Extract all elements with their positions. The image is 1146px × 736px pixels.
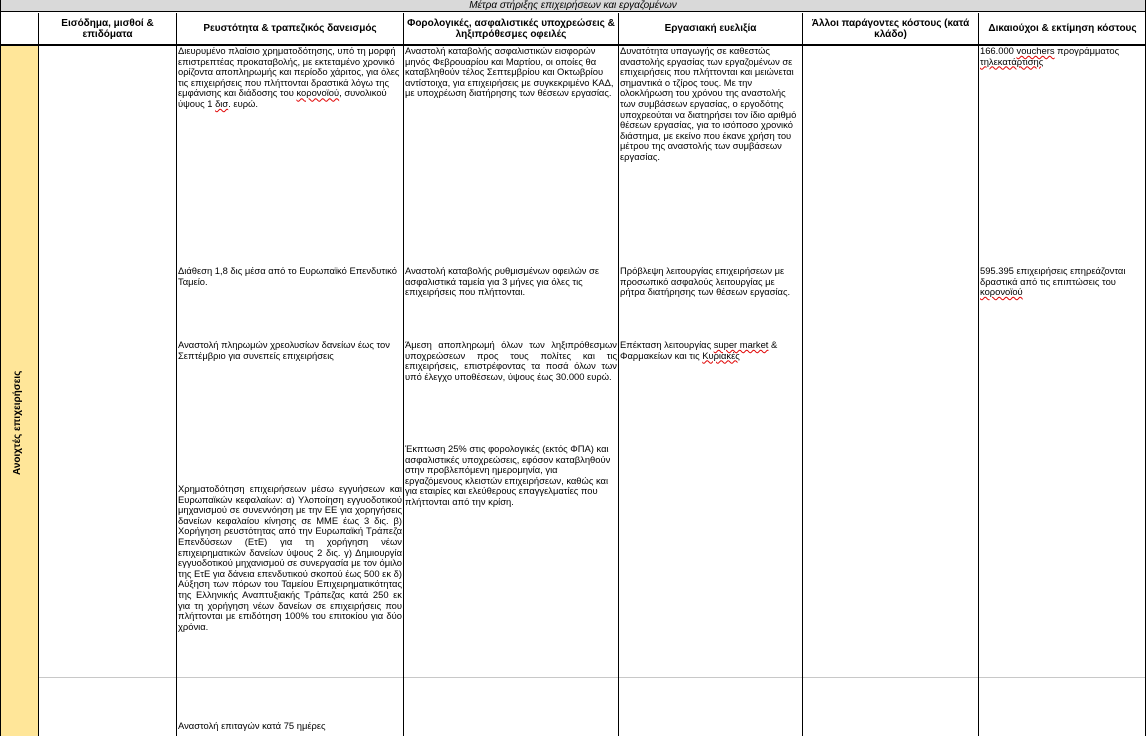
liquidity-measure-2: Διάθεση 1,8 δις μέσα από το Ευρωπαϊκό Επενδυτικό Ταμείο. <box>178 265 397 287</box>
row-divider <box>39 677 1146 678</box>
header-other: Άλλοι παράγοντες κόστους (κατά κλάδο) <box>811 17 970 40</box>
labour-measure-2: Πρόβλεψη λειτουργίας επιχειρήσεων με προσωπικό ασφαλούς λειτουργίας με ρήτρα διατήρησης των θέσεων εργασίας. <box>620 265 791 298</box>
labour-measure-3: Επέκταση λειτουργίας super market & Φαρμακείων και τις Κυριακές <box>620 339 778 361</box>
grid-line <box>802 13 803 736</box>
header-tax: Φορολογικές, ασφαλιστικές υποχρεώσεις & ληξιπρόθεσμες οφειλές <box>407 17 615 40</box>
labour-measure-1: Δυνατότητα υπαγωγής σε καθεστώς αναστολής εργασίας των εργαζομένων σε επιχειρήσεις που πλήττονται και μειώνεται σημαντικά ο τζίρος τους. Με την ολοκλήρωση του χρόνου της αναστολής των συμβάσεων εργασίας, ο εργοδότης υποχρεούται να διατηρήσει τον ίδιο αριθμό θέσεων εργασίας, για το ισόποσο χρονικό διάστημα, με εκείνο που έκανε χρήση του μέτρου της αναστολής των συμβάσεων εργασίας. <box>620 45 797 162</box>
beneficiaries-2: 595.395 επιχειρήσεις επηρεάζονται δραστικά από τις επιπτώσεις του κορονοϊού <box>980 265 1126 298</box>
grid-line <box>38 13 39 736</box>
liquidity-measure-3: Αναστολή πληρωμών χρεολυσίων δανείων έως τον Σεπτέμβριο για συνεπείς επιχειρήσεις <box>178 339 390 361</box>
header-liquidity: Ρευστότητα & τραπεζικός δανεισμός <box>203 23 377 34</box>
grid-line <box>978 13 979 736</box>
header-labour: Εργασιακή ευελιξία <box>664 23 757 34</box>
tax-measure-2: Αναστολή καταβολής ρυθμισμένων οφειλών σε ασφαλιστικά ταμεία για 3 μήνες για όλες τις επιχειρήσεις που πλήττονται. <box>405 265 600 298</box>
liquidity-measure-4: Χρηματοδότηση επιχειρήσεων μέσω εγγυήσεων και Ευρωπαϊκών κεφαλαίων: α) Υλοποίηση εγγυοδοτικού μηχανισμού σε συνεννόηση με την ΕΕ για χορηγήσεις δανείων κεφαλαίου κίνησης σε ΜΜΕ έως 3 δις. β) Χορήγηση ρευστότητας από την Ευρωπαϊκή Τράπεζα Επενδύσεων (ΕτΕ) για τη χορήγηση νέων επιχειρηματικών δανείων ύψους 2 δις. γ) Δημιουργία εγγυοδοτικού μηχανισμού σε συνεργασία με τον όμιλο της ΕτΕ για δάνεια επενδυτικού σκοπού έως 500 εκ δ) Αύξηση των πόρων του Ταμείου Επιχειρηματικότητας της Ελληνικής Αναπτυξιακής Τράπεζας κατά 250 εκ για τη χορήγηση νέων δανείων σε επιχειρήσεις που πλήττονται με επιδότηση 100% του επιτοκίου για δύο χρόνια. <box>178 483 402 632</box>
row-label: Ανοιχτές επιχειρήσεις <box>12 370 23 475</box>
row-label-cell <box>0 45 38 736</box>
header-income: Εισόδημα, μισθοί & επιδόματα <box>61 17 154 40</box>
tax-measure-4: Έκπτωση 25% στις φορολογικές (εκτός ΦΠΑ) και ασφαλιστικές υποχρεώσεις, εφόσον καταβληθούν στην προβλεπόμενη ημερομηνία, για εργαζόμενους κλειστών επιχειρήσεων, καθώς και για εταιρίες και ελεύθερους επαγγελματίες που πλήττονται από την κρίση. <box>405 443 611 507</box>
tax-measure-1: Αναστολή καταβολής ασφαλιστικών εισφορών μηνός Φεβρουαρίου και Μαρτίου, οι οποίες θα καταβληθούν τέλος Σεπτεμβρίου και Οκτωβρίου αντίστοιχα, για επιχειρήσεις με συγκεκριμένο ΚΑΔ, με υποχρέωση διατήρησης των θέσεων εργασίας. <box>405 45 614 99</box>
grid-line <box>0 0 1 736</box>
table-title: Μέτρα στήριξης επιχειρήσεων και εργαζομένων <box>0 0 1146 12</box>
header-beneficiaries: Δικαιούχοι & εκτίμηση κόστους <box>988 23 1137 34</box>
liquidity-measure-5: Αναστολή επιταγών κατά 75 ημέρες <box>178 720 326 731</box>
liquidity-measure-1: Διευρυμένο πλαίσιο χρηματοδότησης, υπό τη μορφή επιστρεπτέας προκαταβολής, με εκτεταμένο χρονικό ορίζοντα αποπληρωμής και περίοδο χάριτος, για όλες τις επιχειρήσεις που πλήττονται δραστικά λόγω της εμφάνισης και διάδοσης του κορονοϊού, συνολικού ύψους 1 δισ. ευρώ. <box>178 45 400 109</box>
tax-measure-3: Άμεση αποπληρωμή όλων των ληξιπρόθεσμων υποχρεώσεων προς τους πολίτες και τις επιχειρήσεις, επιστρέφοντας τα ποσά όλων των υπό έλεγχο υποθέσεων, ύψους έως 30.000 ευρώ. <box>405 339 617 382</box>
beneficiaries-1: 166.000 vouchers προγράμματος τηλεκατάρτισης <box>980 45 1120 67</box>
